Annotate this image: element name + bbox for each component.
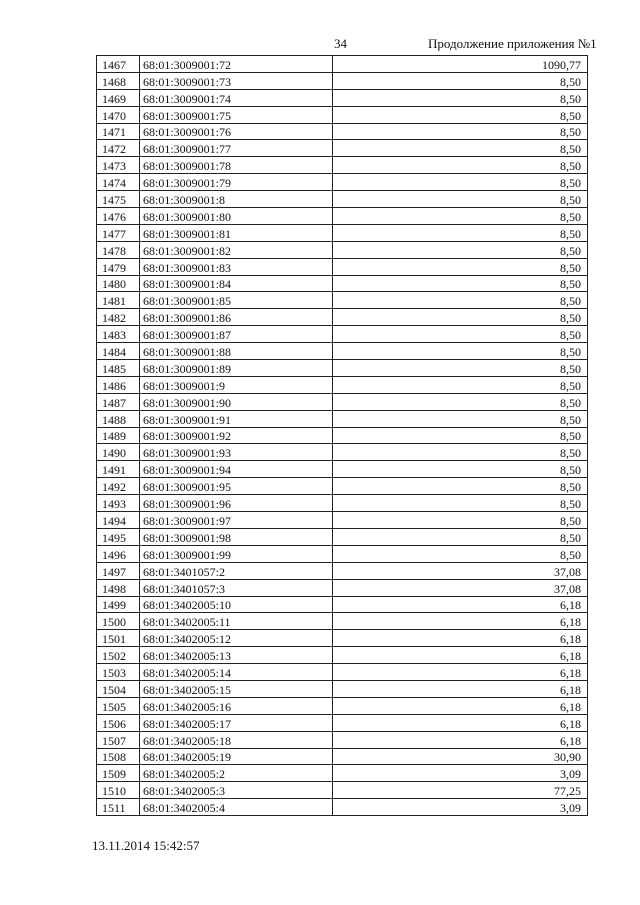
table-row xyxy=(97,275,588,292)
page-number: 34 xyxy=(334,36,347,51)
table-row xyxy=(97,309,588,326)
cadastral-number-cell: 68:01:3009001:84 xyxy=(140,275,333,292)
row-number-cell: 1501 xyxy=(97,630,140,647)
row-number-cell: 1471 xyxy=(97,123,140,140)
row-number-cell: 1503 xyxy=(97,664,140,681)
cadastral-number-cell: 68:01:3009001:80 xyxy=(140,208,333,225)
table-row xyxy=(97,528,588,545)
cadastral-number-cell: 68:01:3009001:94 xyxy=(140,461,333,478)
cadastral-number-cell: 68:01:3402005:14 xyxy=(140,664,333,681)
table-row xyxy=(97,647,588,664)
table-row xyxy=(97,782,588,799)
table-row xyxy=(97,697,588,714)
table-row xyxy=(97,664,588,681)
cadastral-number-cell: 68:01:3009001:99 xyxy=(140,545,333,562)
value-cell: 8,50 xyxy=(333,292,588,309)
table-row xyxy=(97,89,588,106)
value-cell: 8,50 xyxy=(333,393,588,410)
row-number-cell: 1479 xyxy=(97,258,140,275)
table-row xyxy=(97,545,588,562)
row-number-cell: 1510 xyxy=(97,782,140,799)
table-row xyxy=(97,630,588,647)
value-cell: 6,18 xyxy=(333,647,588,664)
row-number-cell: 1474 xyxy=(97,174,140,191)
table-row xyxy=(97,224,588,241)
table-row xyxy=(97,191,588,208)
row-number-cell: 1494 xyxy=(97,512,140,529)
row-number-cell: 1496 xyxy=(97,545,140,562)
table-row xyxy=(97,376,588,393)
value-cell: 8,50 xyxy=(333,343,588,360)
value-cell: 8,50 xyxy=(333,376,588,393)
row-number-cell: 1481 xyxy=(97,292,140,309)
value-cell: 8,50 xyxy=(333,191,588,208)
cadastral-number-cell: 68:01:3009001:95 xyxy=(140,478,333,495)
value-cell: 8,50 xyxy=(333,157,588,174)
value-cell: 3,09 xyxy=(333,765,588,782)
value-cell: 8,50 xyxy=(333,512,588,529)
table-row xyxy=(97,596,588,613)
row-number-cell: 1483 xyxy=(97,326,140,343)
value-cell: 6,18 xyxy=(333,714,588,731)
cadastral-number-cell: 68:01:3401057:3 xyxy=(140,579,333,596)
row-number-cell: 1509 xyxy=(97,765,140,782)
cadastral-number-cell: 68:01:3402005:19 xyxy=(140,748,333,765)
table-row xyxy=(97,208,588,225)
value-cell: 6,18 xyxy=(333,731,588,748)
table-row xyxy=(97,799,588,816)
cadastral-number-cell: 68:01:3009001:9 xyxy=(140,376,333,393)
cadastral-number-cell: 68:01:3009001:88 xyxy=(140,343,333,360)
cadastral-number-cell: 68:01:3402005:2 xyxy=(140,765,333,782)
cadastral-number-cell: 68:01:3009001:97 xyxy=(140,512,333,529)
table-row xyxy=(97,140,588,157)
print-timestamp: 13.11.2014 15:42:57 xyxy=(92,838,200,853)
table-row xyxy=(97,444,588,461)
value-cell: 1090,77 xyxy=(333,56,588,73)
row-number-cell: 1473 xyxy=(97,157,140,174)
value-cell: 8,50 xyxy=(333,208,588,225)
cadastral-number-cell: 68:01:3402005:4 xyxy=(140,799,333,816)
table-row xyxy=(97,680,588,697)
row-number-cell: 1472 xyxy=(97,140,140,157)
table-row xyxy=(97,157,588,174)
row-number-cell: 1484 xyxy=(97,343,140,360)
row-number-cell: 1480 xyxy=(97,275,140,292)
value-cell: 8,50 xyxy=(333,478,588,495)
value-cell: 3,09 xyxy=(333,799,588,816)
cadastral-number-cell: 68:01:3402005:10 xyxy=(140,596,333,613)
cadastral-number-cell: 68:01:3402005:15 xyxy=(140,680,333,697)
table-row xyxy=(97,292,588,309)
table-row xyxy=(97,613,588,630)
row-number-cell: 1476 xyxy=(97,208,140,225)
row-number-cell: 1497 xyxy=(97,562,140,579)
value-cell: 8,50 xyxy=(333,89,588,106)
value-cell: 8,50 xyxy=(333,326,588,343)
value-cell: 8,50 xyxy=(333,140,588,157)
value-cell: 37,08 xyxy=(333,579,588,596)
value-cell: 8,50 xyxy=(333,123,588,140)
cadastral-number-cell: 68:01:3009001:72 xyxy=(140,56,333,73)
cadastral-number-cell: 68:01:3009001:96 xyxy=(140,495,333,512)
cadastral-number-cell: 68:01:3009001:79 xyxy=(140,174,333,191)
continuation-label: Продолжение приложения №1 xyxy=(428,36,597,51)
table-row xyxy=(97,748,588,765)
cadastral-number-cell: 68:01:3009001:74 xyxy=(140,89,333,106)
table-row xyxy=(97,360,588,377)
value-cell: 8,50 xyxy=(333,427,588,444)
value-cell: 30,90 xyxy=(333,748,588,765)
cadastral-number-cell: 68:01:3009001:90 xyxy=(140,393,333,410)
value-cell: 6,18 xyxy=(333,613,588,630)
value-cell: 8,50 xyxy=(333,528,588,545)
value-cell: 8,50 xyxy=(333,545,588,562)
cadastral-number-cell: 68:01:3009001:76 xyxy=(140,123,333,140)
table-row xyxy=(97,410,588,427)
value-cell: 8,50 xyxy=(333,241,588,258)
row-number-cell: 1507 xyxy=(97,731,140,748)
value-cell: 8,50 xyxy=(333,309,588,326)
value-cell: 8,50 xyxy=(333,461,588,478)
row-number-cell: 1470 xyxy=(97,106,140,123)
table-row xyxy=(97,495,588,512)
table-row xyxy=(97,512,588,529)
value-cell: 8,50 xyxy=(333,258,588,275)
row-number-cell: 1499 xyxy=(97,596,140,613)
table-row xyxy=(97,326,588,343)
table-row xyxy=(97,478,588,495)
cadastral-number-cell: 68:01:3402005:12 xyxy=(140,630,333,647)
value-cell: 37,08 xyxy=(333,562,588,579)
value-cell: 6,18 xyxy=(333,596,588,613)
value-cell: 8,50 xyxy=(333,174,588,191)
row-number-cell: 1502 xyxy=(97,647,140,664)
cadastral-number-cell: 68:01:3009001:87 xyxy=(140,326,333,343)
row-number-cell: 1493 xyxy=(97,495,140,512)
cadastral-number-cell: 68:01:3009001:86 xyxy=(140,309,333,326)
value-cell: 6,18 xyxy=(333,664,588,681)
row-number-cell: 1511 xyxy=(97,799,140,816)
row-number-cell: 1490 xyxy=(97,444,140,461)
cadastral-number-cell: 68:01:3009001:92 xyxy=(140,427,333,444)
value-cell: 8,50 xyxy=(333,444,588,461)
value-cell: 6,18 xyxy=(333,697,588,714)
value-cell: 8,50 xyxy=(333,360,588,377)
cadastral-number-cell: 68:01:3009001:98 xyxy=(140,528,333,545)
row-number-cell: 1492 xyxy=(97,478,140,495)
table-row xyxy=(97,56,588,73)
row-number-cell: 1498 xyxy=(97,579,140,596)
row-number-cell: 1478 xyxy=(97,241,140,258)
cadastral-number-cell: 68:01:3402005:3 xyxy=(140,782,333,799)
row-number-cell: 1506 xyxy=(97,714,140,731)
row-number-cell: 1491 xyxy=(97,461,140,478)
cadastral-number-cell: 68:01:3402005:13 xyxy=(140,647,333,664)
table-row xyxy=(97,106,588,123)
row-number-cell: 1489 xyxy=(97,427,140,444)
row-number-cell: 1468 xyxy=(97,72,140,89)
register-table xyxy=(96,55,588,816)
row-number-cell: 1500 xyxy=(97,613,140,630)
value-cell: 6,18 xyxy=(333,630,588,647)
cadastral-number-cell: 68:01:3402005:18 xyxy=(140,731,333,748)
value-cell: 8,50 xyxy=(333,275,588,292)
table-row xyxy=(97,343,588,360)
row-number-cell: 1505 xyxy=(97,697,140,714)
cadastral-number-cell: 68:01:3009001:8 xyxy=(140,191,333,208)
value-cell: 8,50 xyxy=(333,495,588,512)
value-cell: 8,50 xyxy=(333,410,588,427)
table-row xyxy=(97,174,588,191)
row-number-cell: 1504 xyxy=(97,680,140,697)
cadastral-number-cell: 68:01:3009001:75 xyxy=(140,106,333,123)
value-cell: 8,50 xyxy=(333,106,588,123)
cadastral-number-cell: 68:01:3009001:82 xyxy=(140,241,333,258)
value-cell: 6,18 xyxy=(333,680,588,697)
value-cell: 8,50 xyxy=(333,72,588,89)
table-row xyxy=(97,123,588,140)
cadastral-number-cell: 68:01:3402005:17 xyxy=(140,714,333,731)
cadastral-number-cell: 68:01:3009001:91 xyxy=(140,410,333,427)
row-number-cell: 1475 xyxy=(97,191,140,208)
row-number-cell: 1487 xyxy=(97,393,140,410)
row-number-cell: 1467 xyxy=(97,56,140,73)
cadastral-number-cell: 68:01:3009001:83 xyxy=(140,258,333,275)
cadastral-number-cell: 68:01:3402005:16 xyxy=(140,697,333,714)
row-number-cell: 1477 xyxy=(97,224,140,241)
row-number-cell: 1486 xyxy=(97,376,140,393)
row-number-cell: 1495 xyxy=(97,528,140,545)
table-row xyxy=(97,579,588,596)
value-cell: 8,50 xyxy=(333,224,588,241)
register-table-body xyxy=(97,56,588,816)
cadastral-number-cell: 68:01:3009001:93 xyxy=(140,444,333,461)
cadastral-number-cell: 68:01:3009001:78 xyxy=(140,157,333,174)
cadastral-number-cell: 68:01:3402005:11 xyxy=(140,613,333,630)
table-row xyxy=(97,562,588,579)
table-row xyxy=(97,765,588,782)
cadastral-number-cell: 68:01:3009001:89 xyxy=(140,360,333,377)
table-row xyxy=(97,427,588,444)
table-row xyxy=(97,731,588,748)
cadastral-number-cell: 68:01:3009001:81 xyxy=(140,224,333,241)
table-row xyxy=(97,241,588,258)
value-cell: 77,25 xyxy=(333,782,588,799)
table-row xyxy=(97,393,588,410)
cadastral-number-cell: 68:01:3009001:85 xyxy=(140,292,333,309)
row-number-cell: 1469 xyxy=(97,89,140,106)
cadastral-number-cell: 68:01:3401057:2 xyxy=(140,562,333,579)
row-number-cell: 1488 xyxy=(97,410,140,427)
table-row xyxy=(97,461,588,478)
row-number-cell: 1482 xyxy=(97,309,140,326)
row-number-cell: 1485 xyxy=(97,360,140,377)
table-row xyxy=(97,714,588,731)
table-row xyxy=(97,258,588,275)
cadastral-number-cell: 68:01:3009001:73 xyxy=(140,72,333,89)
cadastral-number-cell: 68:01:3009001:77 xyxy=(140,140,333,157)
row-number-cell: 1508 xyxy=(97,748,140,765)
table-row xyxy=(97,72,588,89)
